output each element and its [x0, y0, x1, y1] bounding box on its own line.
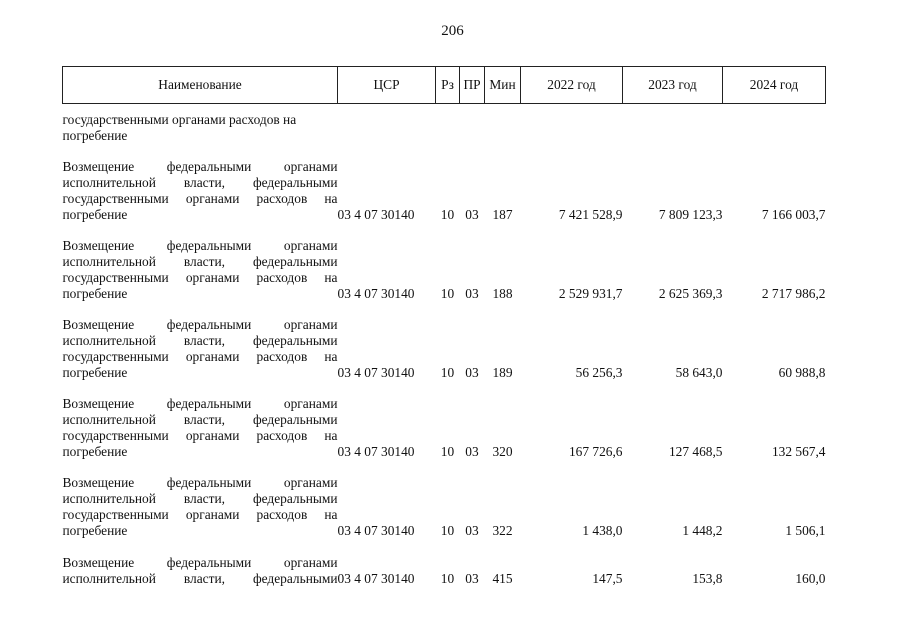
- name-line: исполнительной власти, федеральными: [62, 333, 338, 348]
- row-2023: 1 448,2: [682, 523, 723, 538]
- row-pr: 03: [465, 286, 479, 301]
- row-2023: 7 809 123,3: [658, 207, 723, 222]
- row-name: [63, 460, 338, 539]
- name-line: Возмещение федеральными органами: [62, 238, 338, 253]
- table-row: [63, 460, 826, 539]
- row-2022: 7 421 528,9: [558, 207, 623, 222]
- name-line: Возмещение федеральными органами: [62, 317, 338, 332]
- row-2022: 167 726,6: [568, 444, 623, 459]
- header-2023: 2023 год: [623, 67, 723, 104]
- name-line: государственными органами расходов на: [62, 191, 338, 206]
- name-line: государственными органами расходов на: [62, 349, 338, 364]
- name-line: государственными органами расходов на: [62, 428, 338, 443]
- name-line: государственными органами расходов на: [62, 112, 297, 127]
- row-pr: 03: [465, 571, 479, 586]
- row-min: 188: [492, 286, 513, 301]
- row-min: 187: [492, 207, 513, 222]
- row-csr: 03 4 07 30140: [337, 365, 415, 380]
- row-pr: 03: [465, 207, 479, 222]
- row-pr: 03: [465, 444, 479, 459]
- name-line: Возмещение федеральными органами: [62, 396, 338, 411]
- header-name: Наименование: [63, 67, 338, 104]
- header-rz: Рз: [436, 67, 460, 104]
- row-pr: 03: [465, 523, 479, 538]
- name-line: погребение: [62, 207, 128, 222]
- header-2024: 2024 год: [723, 67, 826, 104]
- name-line: Возмещение федеральными органами: [62, 555, 338, 570]
- table-row: [63, 223, 826, 302]
- row-2022: 147,5: [592, 571, 623, 586]
- name-line: исполнительной власти, федеральными: [62, 571, 338, 586]
- budget-table: [62, 66, 826, 587]
- table-row: [63, 144, 826, 223]
- header-min: Мин: [485, 67, 521, 104]
- row-rz: 10: [440, 444, 455, 459]
- row-name: [63, 381, 338, 460]
- row-csr: 03 4 07 30140: [337, 523, 415, 538]
- row-2024: 2 717 986,2: [761, 286, 826, 301]
- row-2022: 1 438,0: [582, 523, 623, 538]
- row-csr: 03 4 07 30140: [337, 286, 415, 301]
- row-2024: 132 567,4: [771, 444, 826, 459]
- name-line: Возмещение федеральными органами: [62, 159, 338, 174]
- row-2024: 1 506,1: [785, 523, 826, 538]
- row-rz: 10: [440, 571, 455, 586]
- row-min: 415: [492, 571, 513, 586]
- name-line: исполнительной власти, федеральными: [62, 254, 338, 269]
- table-row: [63, 381, 826, 460]
- row-2024: 7 166 003,7: [761, 207, 826, 222]
- row-min: 320: [492, 444, 513, 459]
- continuation-name: [63, 104, 338, 145]
- row-rz: 10: [440, 286, 455, 301]
- name-line: исполнительной власти, федеральными: [62, 491, 338, 506]
- row-2024: 60 988,8: [778, 365, 826, 380]
- name-line: погребение: [62, 365, 128, 380]
- row-2023: 127 468,5: [668, 444, 723, 459]
- header-csr: ЦСР: [338, 67, 436, 104]
- name-line: погребение: [62, 523, 128, 538]
- name-line: исполнительной власти, федеральными: [62, 412, 338, 427]
- header-2022: 2022 год: [521, 67, 623, 104]
- row-min: 189: [492, 365, 513, 380]
- page-number: 206: [441, 23, 464, 39]
- row-csr: 03 4 07 30140: [337, 571, 415, 586]
- name-line: погребение: [62, 128, 128, 143]
- name-line: государственными органами расходов на: [62, 270, 338, 285]
- row-csr: 03 4 07 30140: [337, 444, 415, 459]
- row-name: [63, 144, 338, 223]
- row-rz: 10: [440, 523, 455, 538]
- header-row: [63, 67, 826, 104]
- row-rz: 10: [440, 207, 455, 222]
- row-min: 322: [492, 523, 513, 538]
- row-name: [63, 539, 338, 587]
- row-2022: 2 529 931,7: [558, 286, 623, 301]
- row-2023: 153,8: [692, 571, 723, 586]
- row-name: [63, 223, 338, 302]
- row-2024: 160,0: [795, 571, 826, 586]
- row-2023: 2 625 369,3: [658, 286, 723, 301]
- row-2022: 56 256,3: [575, 365, 623, 380]
- row-csr: 03 4 07 30140: [337, 207, 415, 222]
- row-2023: 58 643,0: [675, 365, 723, 380]
- name-line: погребение: [62, 444, 128, 459]
- header-pr: ПР: [460, 67, 485, 104]
- row-pr: 03: [465, 365, 479, 380]
- name-line: исполнительной власти, федеральными: [62, 175, 338, 190]
- continuation-row: [63, 104, 826, 145]
- name-line: Возмещение федеральными органами: [62, 475, 338, 490]
- name-line: погребение: [62, 286, 128, 301]
- row-name: [63, 302, 338, 381]
- table-row: [63, 539, 826, 587]
- row-rz: 10: [440, 365, 455, 380]
- name-line: государственными органами расходов на: [62, 507, 338, 522]
- table-row: [63, 302, 826, 381]
